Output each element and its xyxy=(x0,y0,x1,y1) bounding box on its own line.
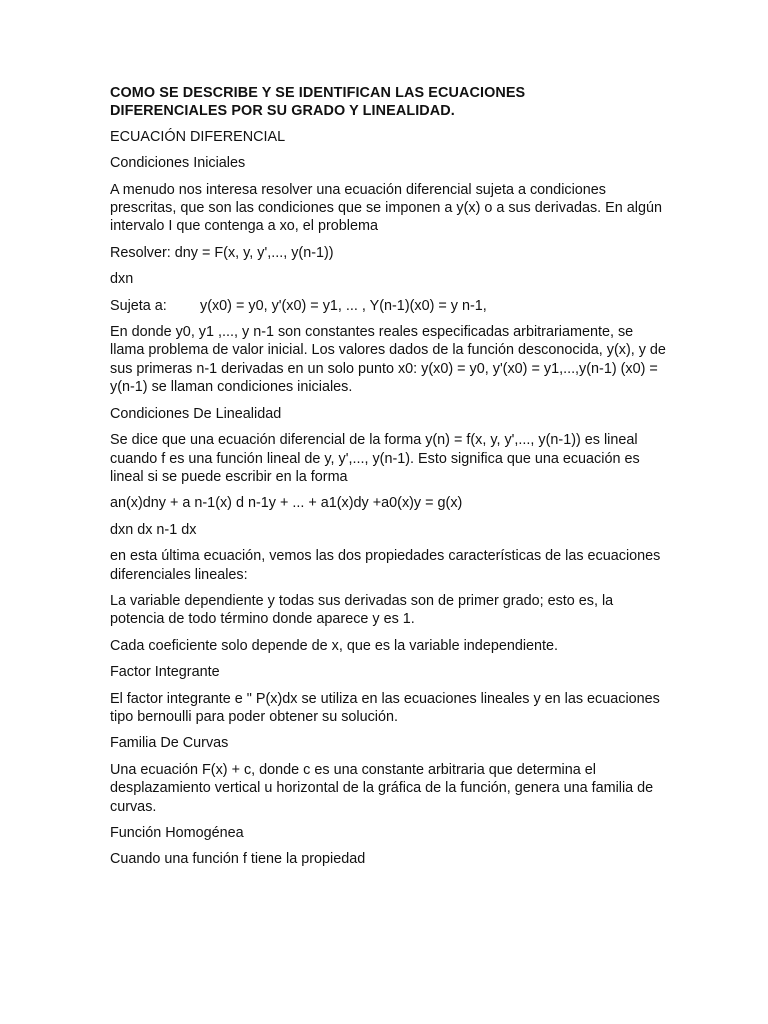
title-line-2: DIFERENCIALES POR SU GRADO Y LINEALIDAD. xyxy=(110,103,455,120)
sujeta-expression: y(x0) = y0, y'(x0) = y1, ... , Y(n-1)(x0) = y n-1, xyxy=(200,297,487,314)
paragraph-factor-integrante: El factor integrante e " P(x)dx se utiliza en las ecuaciones lineales y en las ecuaciones tipo bernoulli para poder obtener su solución. xyxy=(110,690,660,725)
heading-condiciones-linealidad: Condiciones De Linealidad xyxy=(110,405,282,422)
title-line-1: COMO SE DESCRIBE Y SE IDENTIFICAN LAS ECUACIONES xyxy=(110,85,526,101)
paragraph-intro: A menudo nos interesa resolver una ecuación diferencial sujeta a condiciones prescritas, que son las condiciones que se imponen a y(x) o a sus derivadas. En algún intervalo I que contenga a xo, el problema xyxy=(110,181,662,235)
paragraph-variable-dependiente: La variable dependiente y todas sus derivadas son de primer grado; esto es, la potencia de todo término donde aparece y es 1. xyxy=(110,592,614,628)
equation-denominators: dxn dx n-1 dx xyxy=(110,521,197,538)
equation-sujeta xyxy=(110,297,668,315)
paragraph-lineal: Se dice que una ecuación diferencial de la forma y(n) = f(x, y, y',..., y(n-1)) es lineal cuando f es una función lineal de y, y',..., y(n-1). Esto significa que una ecuación es lineal si se puede escribir en la forma xyxy=(110,432,640,485)
heading-funcion-homogenea: Función Homogénea xyxy=(110,825,244,841)
section-heading-ecuacion-diferencial: ECUACIÓN DIFERENCIAL xyxy=(110,128,286,145)
equation-resolver: Resolver: dny = F(x, y, y',..., y(n-1)) xyxy=(110,244,334,261)
sujeta-label: Sujeta a: xyxy=(110,297,167,314)
paragraph-familia-curvas: Una ecuación F(x) + c, donde c es una constante arbitraria que determina el desplazamiento vertical u horizontal de la gráfica de la función, genera una familia de curvas. xyxy=(110,761,654,815)
paragraph-ultima-ecuacion: en esta última ecuación, vemos las dos propiedades características de las ecuaciones diferenciales lineales: xyxy=(110,548,661,583)
paragraph-coeficiente: Cada coeficiente solo depende de x, que es la variable independiente. xyxy=(110,637,559,654)
heading-factor-integrante: Factor Integrante xyxy=(110,664,220,681)
document-title xyxy=(110,84,668,121)
paragraph-funcion-homogenea: Cuando una función f tiene la propiedad xyxy=(110,851,366,868)
equation-denominator-dxn: dxn xyxy=(110,271,134,288)
paragraph-en-donde: En donde y0, y1 ,..., y n-1 son constantes reales especificadas arbitrariamente, se llama problema de valor inicial. Los valores dados de la función desconocida, y(x), y de sus primeras n-1 derivadas en un solo punto x0: y(x0) = y0, y'(x0) = y1,...,y(n-1) (x0) = y(n-1) se llaman condiciones iniciales. xyxy=(110,324,666,396)
equation-lineal: an(x)dny + a n-1(x) d n-1y + ... + a1(x)dy +a0(x)y = g(x) xyxy=(110,495,463,512)
heading-familia-curvas: Familia De Curvas xyxy=(110,735,229,752)
heading-condiciones-iniciales: Condiciones Iniciales xyxy=(110,155,246,172)
